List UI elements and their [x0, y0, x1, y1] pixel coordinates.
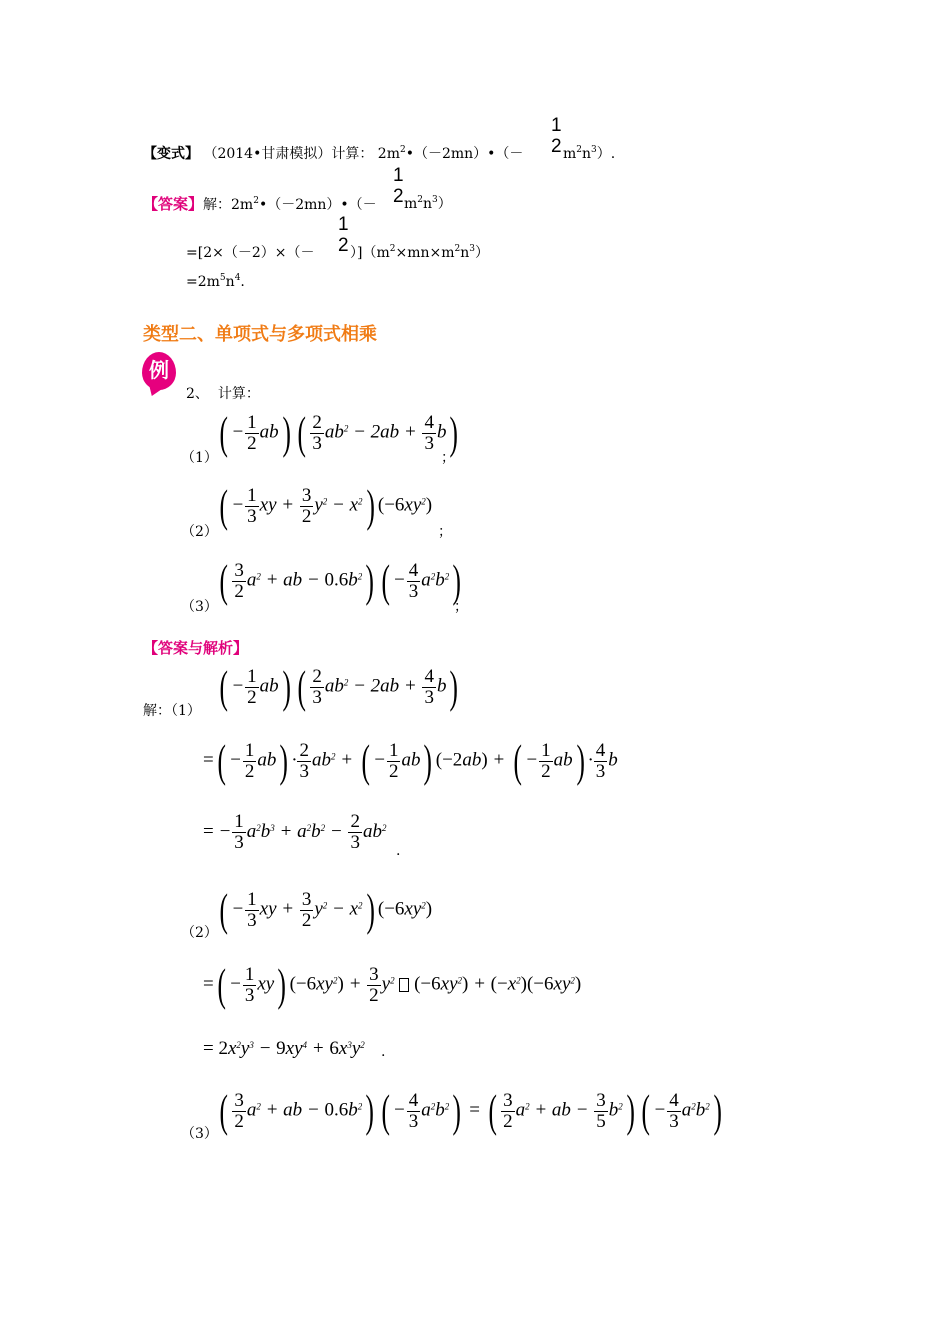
answer-line-3: $=2m^5n^4$. — [186, 273, 245, 290]
answer-expr: ） — [437, 196, 452, 212]
example-badge: 例 — [142, 352, 176, 390]
problem-2-formula: ( − $\frac{1}{3}$ xy + $\frac{3}{2}$ $y^2 - x^2$) $(-6xy^2)$ — [219, 480, 433, 531]
fraction-denominator: 2 — [551, 136, 562, 157]
solution-2-result: = $2x^2y^3 - 9xy^4 + 6x^3y^2$ — [203, 1038, 365, 1059]
answer-expr: =2m — [186, 274, 220, 290]
solution-2-label: （2） — [181, 925, 218, 941]
solution-1-step-1: =( − $\frac{1}{2}$ ab) · $\frac{2}{3}$ $ab^2$ + ( − $\frac{1}{2}$ ab) (−2ab) + ( − $\frac{1}{2}$ ab) · $\frac{4}{3}$ b — [203, 735, 618, 786]
answer-expr: •（－2mn）•（－ — [258, 197, 377, 213]
fraction-numerator: 1 — [551, 115, 562, 136]
variant-line: 【变式】 （2014•甘肃模拟）计算： $2m^2•(-2mn)•(-$ — [143, 145, 524, 162]
example-prompt: 计算： — [217, 386, 260, 402]
problem-2-label: （2） — [181, 524, 218, 540]
solution-2-problem: ( − $\frac{1}{3}$ xy + $\frac{3}{2}$ $y^2 - x^2$) $(-6xy^2)$ — [219, 884, 433, 935]
analysis-label: 【答案与解析】 — [143, 639, 249, 657]
fraction-numerator: 1 — [393, 165, 404, 186]
solution-1-result: = − $\frac{1}{3}$ $a^2b^3 + a^2b^2$ − $\frac{2}{3}$ $ab^2$ — [203, 811, 387, 853]
fraction-denominator: 2 — [393, 186, 404, 207]
problem-1-label: （1） — [181, 450, 218, 466]
variant-expr: 2m — [377, 146, 400, 162]
semicolon: ； — [441, 450, 455, 466]
answer-line-2 — [186, 242, 314, 262]
example-number: 2、 — [186, 386, 209, 402]
fraction-denominator: 2 — [338, 235, 349, 256]
semicolon: ； — [454, 599, 468, 615]
problem-1-formula: ( − $\frac{1}{2}$ ab) ( $\frac{2}{3}$ $ab^2 - 2ab$ + $\frac{4}{3}$ b) — [219, 407, 459, 458]
period: . — [381, 1044, 386, 1060]
variant-expr: m — [563, 146, 577, 162]
variant-expr: n — [582, 146, 592, 162]
fraction-numerator: 1 — [338, 214, 349, 235]
variant-expr: ）. — [596, 146, 616, 162]
answer-expr: 解：2m — [203, 197, 254, 213]
solution-3-label: （3） — [181, 1126, 218, 1142]
example-heading — [186, 383, 260, 403]
answer-expr: =[2×（－2）×（－ — [186, 245, 315, 261]
answer-label: 【答案】 — [143, 195, 204, 213]
variant-source: （2014•甘肃模拟）计算： — [203, 146, 374, 162]
semicolon: ； — [438, 524, 452, 540]
variant-expr: •（－2mn）•（－ — [405, 146, 524, 162]
answer-tail: $m^2n^3$） — [404, 195, 452, 212]
solution-1-problem: ( − $\frac{1}{2}$ ab) ( $\frac{2}{3}$ $ab^2 - 2ab$ + $\frac{4}{3}$ b) — [219, 661, 459, 712]
section-title: 类型二、单项式与多项式相乘 — [143, 324, 377, 345]
solution-intro: 解：（1） — [143, 703, 201, 719]
answer-expr: . — [240, 274, 245, 290]
answer-expr: ）]（m — [350, 245, 390, 261]
answer-expr: m — [404, 196, 418, 212]
answer-line: 【答案】解：$2m^2•(-2mn)•(-$ — [143, 195, 377, 213]
variant-tail: $m^2n^3$）. — [563, 145, 616, 162]
solution-2-step-1: =( − $\frac{1}{3}$ xy) $(-6xy^2)$ + $\frac{3}{2}$ $y^2$ $(-6xy^2) + (-x^2)(-6xy^2)$ — [203, 959, 582, 1010]
variant-label: 【变式】 — [143, 146, 199, 162]
solution-3-formula: ( $\frac{3}{2}$ $a^2$ + ab − $0.6b^2$) ( − $\frac{4}{3}$ $a^2b^2$) = ( $\frac{3}{2}$ $a^2$ + ab − $\frac{3}{5}$ $b^2$) ( − $\frac{4}{3}$ $a^2b^2$) — [219, 1085, 722, 1136]
problem-3-label: （3） — [181, 599, 218, 615]
answer-expr: ×mn×m — [395, 245, 455, 261]
answer-expr: n — [423, 196, 433, 212]
answer-line-2-tail: ）]$(m^2\times mn\times m^2n^3)$ — [350, 244, 490, 261]
answer-expr: n — [460, 245, 470, 261]
problem-3-formula: ( $\frac{3}{2}$ $a^2$ + ab − $0.6b^2$) ( − $\frac{4}{3}$ $a^2b^2$) — [219, 555, 462, 606]
answer-expr: n — [225, 274, 235, 290]
answer-expr: ） — [475, 245, 490, 261]
period: . — [396, 843, 401, 859]
